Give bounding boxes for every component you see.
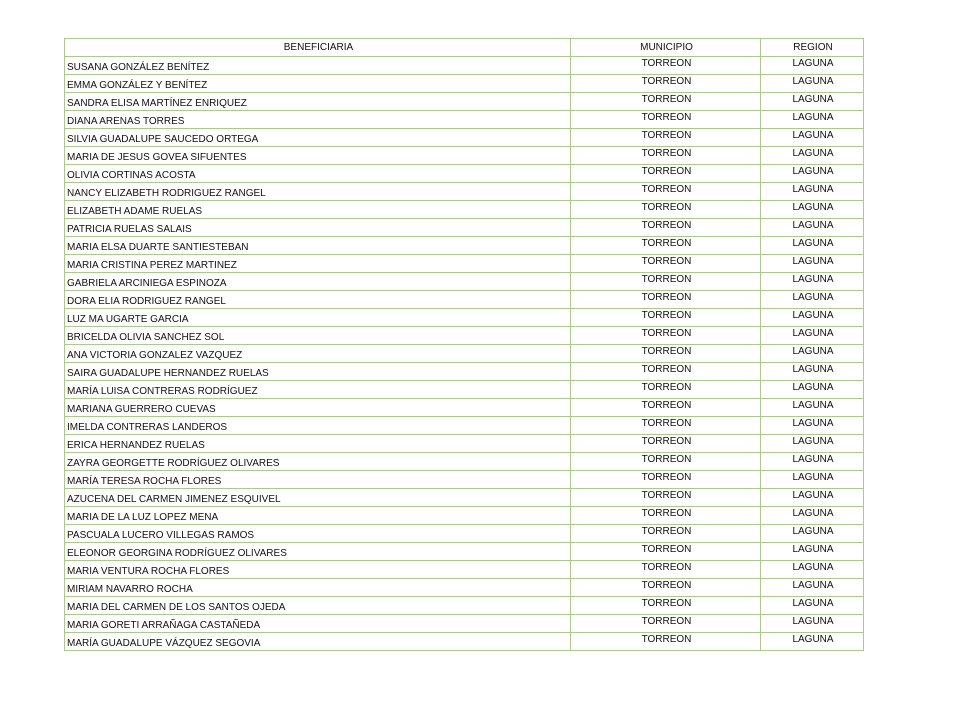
table-row xyxy=(65,561,864,579)
beneficiaries-table xyxy=(64,38,864,651)
cell-beneficiaria: MARIA ELSA DUARTE SANTIESTEBAN xyxy=(65,237,571,255)
table-row xyxy=(65,129,864,147)
cell-municipio: TORREON xyxy=(571,129,761,147)
cell-region: LAGUNA xyxy=(761,75,864,93)
table-row xyxy=(65,345,864,363)
cell-region: LAGUNA xyxy=(761,561,864,579)
header-region: REGION xyxy=(761,39,864,57)
cell-municipio: TORREON xyxy=(571,75,761,93)
cell-beneficiaria: GABRIELA ARCINIEGA ESPINOZA xyxy=(65,273,571,291)
cell-region: LAGUNA xyxy=(761,219,864,237)
cell-region: LAGUNA xyxy=(761,471,864,489)
cell-beneficiaria: IMELDA CONTRERAS LANDEROS xyxy=(65,417,571,435)
table-row xyxy=(65,75,864,93)
cell-region: LAGUNA xyxy=(761,255,864,273)
cell-municipio: TORREON xyxy=(571,93,761,111)
cell-municipio: TORREON xyxy=(571,237,761,255)
cell-region: LAGUNA xyxy=(761,615,864,633)
cell-region: LAGUNA xyxy=(761,93,864,111)
cell-region: LAGUNA xyxy=(761,489,864,507)
cell-beneficiaria: MARIA CRISTINA PEREZ MARTINEZ xyxy=(65,255,571,273)
cell-region: LAGUNA xyxy=(761,363,864,381)
cell-beneficiaria: PASCUALA LUCERO VILLEGAS RAMOS xyxy=(65,525,571,543)
table-row xyxy=(65,273,864,291)
cell-municipio: TORREON xyxy=(571,417,761,435)
table-row xyxy=(65,237,864,255)
cell-municipio: TORREON xyxy=(571,291,761,309)
cell-region: LAGUNA xyxy=(761,165,864,183)
cell-region: LAGUNA xyxy=(761,129,864,147)
table-row xyxy=(65,57,864,75)
table-row xyxy=(65,507,864,525)
cell-beneficiaria: SUSANA GONZÁLEZ BENÍTEZ xyxy=(65,57,571,75)
cell-beneficiaria: ERICA HERNANDEZ RUELAS xyxy=(65,435,571,453)
cell-beneficiaria: DORA ELIA RODRIGUEZ RANGEL xyxy=(65,291,571,309)
cell-beneficiaria: SILVIA GUADALUPE SAUCEDO ORTEGA xyxy=(65,129,571,147)
cell-beneficiaria: DIANA ARENAS TORRES xyxy=(65,111,571,129)
cell-municipio: TORREON xyxy=(571,597,761,615)
cell-region: LAGUNA xyxy=(761,597,864,615)
cell-region: LAGUNA xyxy=(761,201,864,219)
cell-region: LAGUNA xyxy=(761,291,864,309)
table-row xyxy=(65,201,864,219)
table-row xyxy=(65,93,864,111)
cell-region: LAGUNA xyxy=(761,309,864,327)
cell-municipio: TORREON xyxy=(571,273,761,291)
cell-beneficiaria: LUZ MA UGARTE GARCIA xyxy=(65,309,571,327)
cell-municipio: TORREON xyxy=(571,633,761,651)
cell-beneficiaria: MARÍA LUISA CONTRERAS RODRÍGUEZ xyxy=(65,381,571,399)
table-row xyxy=(65,363,864,381)
table-row xyxy=(65,471,864,489)
cell-beneficiaria: MIRIAM NAVARRO ROCHA xyxy=(65,579,571,597)
cell-region: LAGUNA xyxy=(761,237,864,255)
table-row xyxy=(65,633,864,651)
cell-municipio: TORREON xyxy=(571,399,761,417)
cell-region: LAGUNA xyxy=(761,417,864,435)
table-row xyxy=(65,147,864,165)
cell-municipio: TORREON xyxy=(571,435,761,453)
cell-municipio: TORREON xyxy=(571,579,761,597)
cell-municipio: TORREON xyxy=(571,255,761,273)
cell-region: LAGUNA xyxy=(761,453,864,471)
cell-beneficiaria: ELIZABETH ADAME RUELAS xyxy=(65,201,571,219)
table-row xyxy=(65,291,864,309)
cell-region: LAGUNA xyxy=(761,381,864,399)
cell-beneficiaria: SANDRA ELISA MARTÍNEZ ENRIQUEZ xyxy=(65,93,571,111)
cell-region: LAGUNA xyxy=(761,111,864,129)
cell-municipio: TORREON xyxy=(571,381,761,399)
cell-municipio: TORREON xyxy=(571,561,761,579)
cell-municipio: TORREON xyxy=(571,183,761,201)
cell-municipio: TORREON xyxy=(571,147,761,165)
cell-beneficiaria: MARIA GORETI ARRAÑAGA CASTAÑEDA xyxy=(65,615,571,633)
cell-beneficiaria: NANCY ELIZABETH RODRIGUEZ RANGEL xyxy=(65,183,571,201)
table-row xyxy=(65,183,864,201)
cell-beneficiaria: MARIA DE JESUS GOVEA SIFUENTES xyxy=(65,147,571,165)
table-row xyxy=(65,255,864,273)
cell-municipio: TORREON xyxy=(571,345,761,363)
cell-beneficiaria: MARIA DE LA LUZ LOPEZ MENA xyxy=(65,507,571,525)
table-row xyxy=(65,615,864,633)
cell-beneficiaria: ELEONOR GEORGINA RODRÍGUEZ OLIVARES xyxy=(65,543,571,561)
cell-beneficiaria: SAIRA GUADALUPE HERNANDEZ RUELAS xyxy=(65,363,571,381)
table-row xyxy=(65,489,864,507)
cell-municipio: TORREON xyxy=(571,111,761,129)
table-row xyxy=(65,453,864,471)
cell-region: LAGUNA xyxy=(761,525,864,543)
cell-municipio: TORREON xyxy=(571,543,761,561)
cell-beneficiaria: PATRICIA RUELAS SALAIS xyxy=(65,219,571,237)
cell-municipio: TORREON xyxy=(571,525,761,543)
cell-beneficiaria: EMMA GONZÁLEZ Y BENÍTEZ xyxy=(65,75,571,93)
cell-municipio: TORREON xyxy=(571,201,761,219)
cell-municipio: TORREON xyxy=(571,57,761,75)
table-row xyxy=(65,111,864,129)
cell-beneficiaria: OLIVIA CORTINAS ACOSTA xyxy=(65,165,571,183)
table-row xyxy=(65,579,864,597)
table-row xyxy=(65,399,864,417)
cell-beneficiaria: ZAYRA GEORGETTE RODRÍGUEZ OLIVARES xyxy=(65,453,571,471)
cell-region: LAGUNA xyxy=(761,633,864,651)
table-row xyxy=(65,309,864,327)
cell-municipio: TORREON xyxy=(571,615,761,633)
cell-region: LAGUNA xyxy=(761,435,864,453)
cell-municipio: TORREON xyxy=(571,471,761,489)
table-row xyxy=(65,597,864,615)
cell-region: LAGUNA xyxy=(761,327,864,345)
table-row xyxy=(65,165,864,183)
table-header-row xyxy=(65,39,864,57)
cell-beneficiaria: MARIANA GUERRERO CUEVAS xyxy=(65,399,571,417)
header-municipio: MUNICIPIO xyxy=(571,39,761,57)
cell-beneficiaria: MARÍA GUADALUPE VÁZQUEZ SEGOVIA xyxy=(65,633,571,651)
cell-municipio: TORREON xyxy=(571,309,761,327)
cell-region: LAGUNA xyxy=(761,579,864,597)
cell-region: LAGUNA xyxy=(761,345,864,363)
cell-region: LAGUNA xyxy=(761,543,864,561)
cell-beneficiaria: AZUCENA DEL CARMEN JIMENEZ ESQUIVEL xyxy=(65,489,571,507)
cell-municipio: TORREON xyxy=(571,507,761,525)
table-row xyxy=(65,525,864,543)
cell-beneficiaria: MARIA DEL CARMEN DE LOS SANTOS OJEDA xyxy=(65,597,571,615)
table-row xyxy=(65,417,864,435)
cell-region: LAGUNA xyxy=(761,399,864,417)
table-row xyxy=(65,543,864,561)
cell-region: LAGUNA xyxy=(761,57,864,75)
cell-municipio: TORREON xyxy=(571,363,761,381)
cell-beneficiaria: BRICELDA OLIVIA SANCHEZ SOL xyxy=(65,327,571,345)
cell-beneficiaria: ANA VICTORIA GONZALEZ VAZQUEZ xyxy=(65,345,571,363)
table-row xyxy=(65,327,864,345)
cell-region: LAGUNA xyxy=(761,147,864,165)
cell-region: LAGUNA xyxy=(761,273,864,291)
cell-municipio: TORREON xyxy=(571,327,761,345)
cell-municipio: TORREON xyxy=(571,165,761,183)
cell-municipio: TORREON xyxy=(571,219,761,237)
table-row xyxy=(65,381,864,399)
cell-municipio: TORREON xyxy=(571,489,761,507)
cell-beneficiaria: MARÍA TERESA ROCHA FLORES xyxy=(65,471,571,489)
table-body xyxy=(65,57,864,651)
cell-region: LAGUNA xyxy=(761,183,864,201)
cell-region: LAGUNA xyxy=(761,507,864,525)
header-beneficiaria: BENEFICIARIA xyxy=(65,39,571,57)
table-row xyxy=(65,435,864,453)
cell-municipio: TORREON xyxy=(571,453,761,471)
cell-beneficiaria: MARIA VENTURA ROCHA FLORES xyxy=(65,561,571,579)
table-row xyxy=(65,219,864,237)
